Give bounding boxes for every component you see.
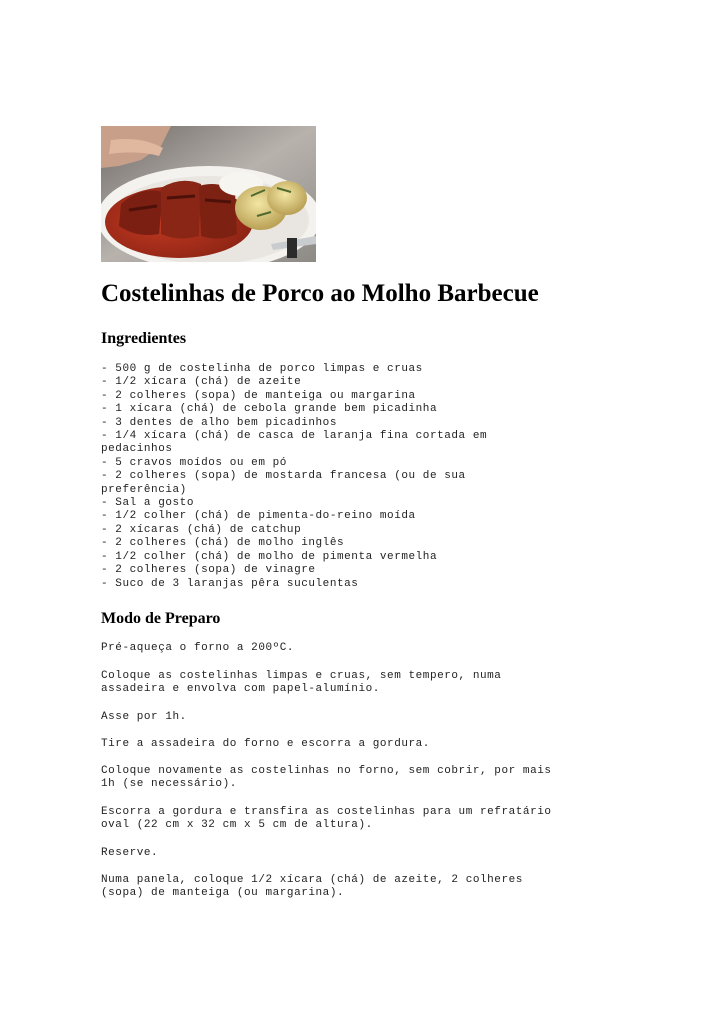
method-heading: Modo de Preparo	[101, 610, 221, 627]
ingredient-item: - 3 dentes de alho bem picadinhos	[101, 416, 337, 429]
method-step: Reserve.	[101, 847, 159, 859]
ingredient-item: - 2 colheres (sopa) de manteiga ou margarina	[101, 389, 416, 402]
method-step: Coloque as costelinhas limpas e cruas, sem tempero, numa assadeira e envolva com papel-alumínio.	[101, 670, 502, 696]
ingredient-item: - 1/2 xícara (chá) de azeite	[101, 376, 302, 389]
ingredient-item: - 1/4 xícara (chá) de casca de laranja fina cortada em pedacinhos	[101, 430, 488, 456]
method-step: Numa panela, coloque 1/2 xícara (chá) de azeite, 2 colheres (sopa) de manteiga (ou margarina).	[101, 874, 523, 900]
method-step: Escorra a gordura e transfira as costelinhas para um refratário oval (22 cm x 32 cm x 5 cm de altura).	[101, 806, 552, 832]
ingredient-item: - 2 colheres (sopa) de vinagre	[101, 564, 316, 577]
method-step: Pré-aqueça o forno a 200ºC.	[101, 642, 295, 654]
method-step: Coloque novamente as costelinhas no forno, sem cobrir, por mais 1h (se necessário).	[101, 765, 552, 791]
ingredient-item: - 5 cravos moídos ou em pó	[101, 456, 287, 469]
ingredient-item: - Sal a gosto	[101, 497, 194, 510]
method-step: Tire a assadeira do forno e escorra a gordura.	[101, 738, 430, 750]
dish-photo	[101, 126, 316, 262]
ingredient-item: - 2 colheres (chá) de molho inglês	[101, 537, 345, 550]
ingredient-item: - 1 xícara (chá) de cebola grande bem picadinha	[101, 403, 438, 416]
ingredient-item: - Suco de 3 laranjas pêra suculentas	[101, 577, 359, 590]
recipe-title: Costelinhas de Porco ao Molho Barbecue	[101, 280, 539, 307]
ingredients-list	[101, 363, 487, 591]
ingredient-item: - 2 xícaras (chá) de catchup	[101, 523, 302, 536]
ingredient-item: - 1/2 colher (chá) de molho de pimenta vermelha	[101, 550, 438, 563]
ingredient-item: - 2 colheres (sopa) de mostarda francesa (ou de sua preferência)	[101, 470, 466, 496]
ingredient-item: - 500 g de costelinha de porco limpas e cruas	[101, 363, 423, 375]
ingredient-item: - 1/2 colher (chá) de pimenta-do-reino moída	[101, 510, 416, 523]
ingredients-heading: Ingredientes	[101, 330, 187, 347]
method-step: Asse por 1h.	[101, 711, 187, 723]
